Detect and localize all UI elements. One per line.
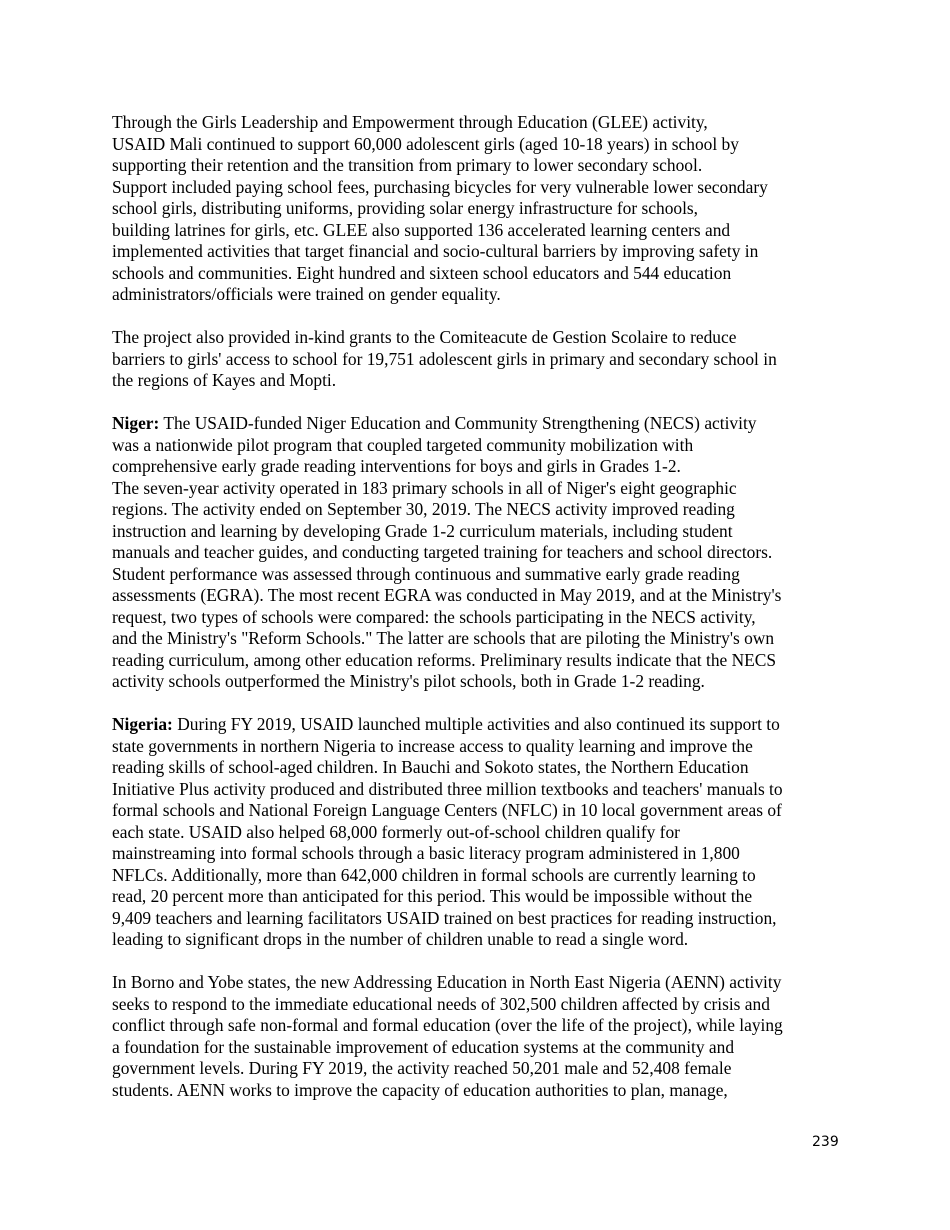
text-line: request, two types of schools were compared: the schools participating in the NECS activity, <box>112 606 756 627</box>
text-line <box>112 714 840 736</box>
text-line: 9,409 teachers and learning facilitators USAID trained on best practices for reading instruction, <box>112 907 777 928</box>
text-line: The seven-year activity operated in 183 primary schools in all of Niger's eight geographic <box>112 477 737 498</box>
text-line: In Borno and Yobe states, the new Addressing Education in North East Nigeria (AENN) activity <box>112 972 782 992</box>
text-line <box>112 413 840 435</box>
text-line: NFLCs. Additionally, more than 642,000 children in formal schools are currently learning to <box>112 864 756 885</box>
text-line: reading skills of school-aged children. In Bauchi and Sokoto states, the Northern Education <box>112 757 749 777</box>
text-line: Student performance was assessed through continuous and summative early grade reading <box>112 563 740 584</box>
text-line: each state. USAID also helped 68,000 formerly out-of-school children qualify for <box>112 821 680 842</box>
text-line: a foundation for the sustainable improvement of education systems at the community and <box>112 1036 735 1057</box>
text-line: students. AENN works to improve the capacity of education authorities to plan, manage, <box>112 1079 728 1100</box>
text-line: seeks to respond to the immediate educational needs of 302,500 children affected by crisis and <box>112 993 770 1014</box>
text-line: Support included paying school fees, purchasing bicycles for very vulnerable lower secondary <box>112 176 768 197</box>
text-line: and the Ministry's "Reform Schools." The latter are schools that are piloting the Ministry's own <box>112 628 775 648</box>
text-line: administrators/officials were trained on gender equality. <box>112 284 501 304</box>
page-number: 239 <box>812 1134 839 1150</box>
text-line: leading to significant drops in the number of children unable to read a single word. <box>112 929 689 949</box>
text-line: read, 20 percent more than anticipated for this period. This would be impossible without the <box>112 886 753 906</box>
paragraph-borno-yobe <box>112 972 840 1101</box>
text-line: manuals and teacher guides, and conducting targeted training for teachers and school directors. <box>112 542 773 562</box>
text-line-rest: The USAID-funded Niger Education and Community Strengthening (NECS) activity <box>159 413 757 433</box>
section-lead-niger: Niger: <box>112 413 160 433</box>
text-line: Initiative Plus activity produced and distributed three million textbooks and teachers' manuals to <box>112 778 783 799</box>
text-line: conflict through safe non-formal and formal education (over the life of the project), while laying <box>112 1015 783 1035</box>
paragraph-nigeria <box>112 714 840 951</box>
text-line: building latrines for girls, etc. GLEE also supported 136 accelerated learning centers and <box>112 219 731 240</box>
text-line: comprehensive early grade reading interventions for boys and girls in Grades 1-2. <box>112 456 681 476</box>
text-line: supporting their retention and the transition from primary to lower secondary school. <box>112 155 703 175</box>
text-line: Through the Girls Leadership and Empowerment through Education (GLEE) activity, <box>112 112 708 132</box>
text-line: activity schools outperformed the Ministry's pilot schools, both in Grade 1-2 reading. <box>112 671 705 691</box>
text-line-rest: During FY 2019, USAID launched multiple activities and also continued its support to <box>172 714 780 734</box>
paragraph-in-kind-grants <box>112 327 840 392</box>
text-line: state governments in northern Nigeria to increase access to quality learning and improve the <box>112 735 753 756</box>
paragraph-glee-mali <box>112 112 840 306</box>
text-line: schools and communities. Eight hundred and sixteen school educators and 544 education <box>112 262 732 283</box>
text-line: government levels. During FY 2019, the activity reached 50,201 male and 52,408 female <box>112 1058 732 1078</box>
text-line: formal schools and National Foreign Language Centers (NFLC) in 10 local government areas of <box>112 800 782 820</box>
text-line: USAID Mali continued to support 60,000 adolescent girls (aged 10-18 years) in school by <box>112 133 739 154</box>
text-line: barriers to girls' access to school for 19,751 adolescent girls in primary and secondary school in <box>112 348 777 369</box>
text-line: regions. The activity ended on September 30, 2019. The NECS activity improved reading <box>112 499 735 519</box>
text-line: instruction and learning by developing Grade 1-2 curriculum materials, including student <box>112 520 733 541</box>
document-body <box>112 112 840 1123</box>
text-line: school girls, distributing uniforms, providing solar energy infrastructure for schools, <box>112 198 699 218</box>
text-line: reading curriculum, among other education reforms. Preliminary results indicate that the NECS <box>112 649 777 670</box>
section-lead-nigeria: Nigeria: <box>112 714 173 734</box>
text-line: The project also provided in-kind grants to the Comiteacute de Gestion Scolaire to reduce <box>112 327 737 347</box>
text-line: the regions of Kayes and Mopti. <box>112 370 337 390</box>
text-line: was a nationwide pilot program that coupled targeted community mobilization with <box>112 434 694 455</box>
text-line: mainstreaming into formal schools through a basic literacy program administered in 1,800 <box>112 843 740 863</box>
text-line: assessments (EGRA). The most recent EGRA was conducted in May 2019, and at the Ministry's <box>112 585 782 605</box>
text-line: implemented activities that target financial and socio-cultural barriers by improving safety in <box>112 241 759 261</box>
paragraph-niger <box>112 413 840 693</box>
